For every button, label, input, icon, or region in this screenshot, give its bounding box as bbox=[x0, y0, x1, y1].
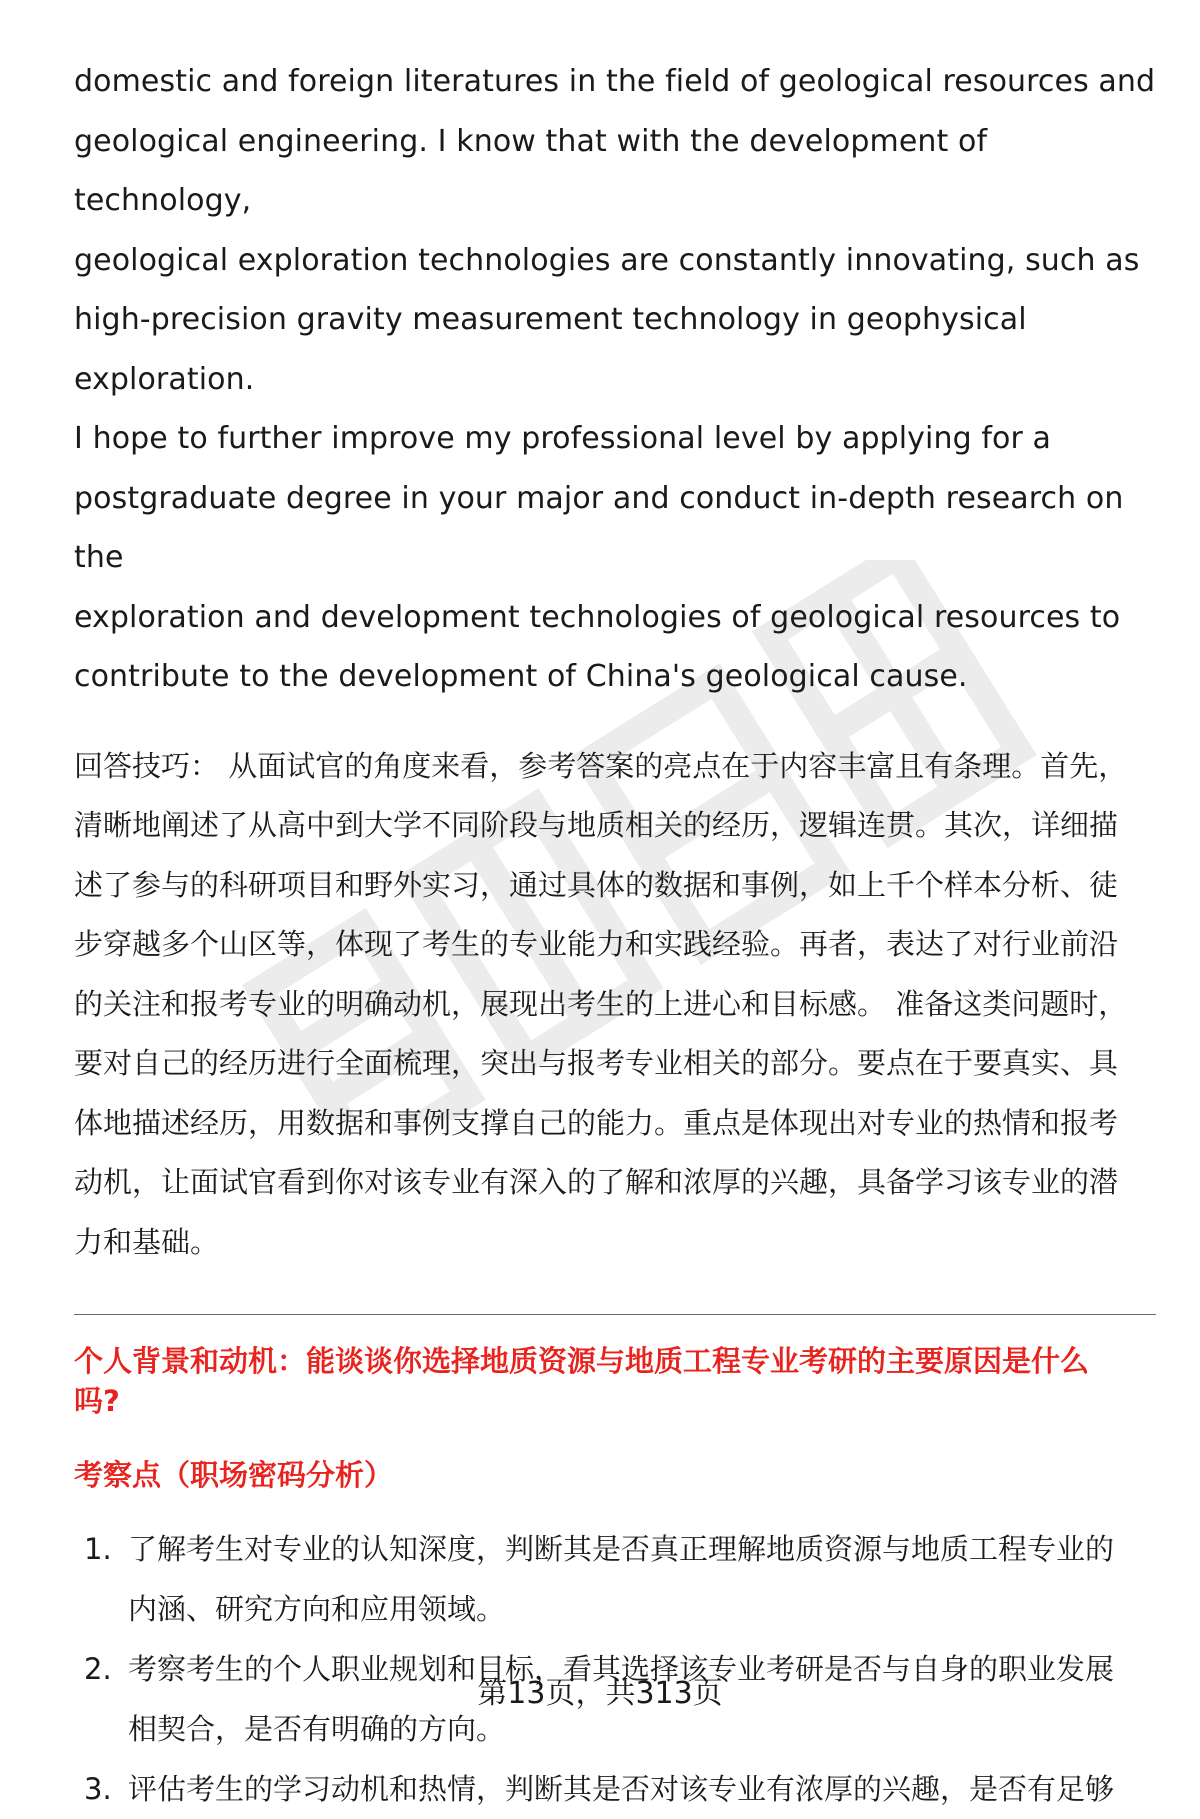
tip-line: 体地描述经历，用数据和事例支撑自己的能力。重点是体现出对专业的热情和报考 bbox=[74, 1105, 1119, 1140]
question-line: 个人背景和动机：能谈谈你选择地质资源与地质工程专业考研的主要原因是什么 bbox=[74, 1344, 1090, 1378]
answer-line: geological engineering. I know that with the development of technology, bbox=[74, 123, 988, 218]
answer-line: domestic and foreign literatures in the field of geological resources and bbox=[74, 64, 1156, 99]
answer-line: contribute to the development of China's geological cause. bbox=[74, 659, 968, 694]
list-item-number: 2. bbox=[84, 1652, 112, 1686]
tip-line: 动机，让面试官看到你对该专业有深入的了解和浓厚的兴趣，具备学习该专业的潜 bbox=[74, 1165, 1119, 1199]
assessment-points-heading: 考察点（职场密码分析） bbox=[74, 1458, 394, 1492]
tip-line: 的关注和报考专业的明确动机，展现出考生的上进心和目标感。 准备这类问题时， bbox=[74, 986, 1128, 1021]
list-item-line: 相契合，是否有明确的方向。 bbox=[128, 1712, 506, 1746]
tip-line: 述了参与的科研项目和野外实习，通过具体的数据和事例，如上千个样本分析、徒 bbox=[74, 867, 1119, 902]
tip-line: 力和基础。 bbox=[74, 1224, 220, 1259]
tip-line: 要对自己的经历进行全面梳理，突出与报考专业相关的部分。要点在于要真实、具 bbox=[74, 1046, 1119, 1080]
answer-line: exploration and development technologies of geological resources to bbox=[74, 599, 1121, 635]
page-content bbox=[74, 52, 1156, 1819]
assessment-points-list bbox=[74, 1519, 1156, 1819]
answer-line: I hope to further improve my professional level by applying for a bbox=[74, 421, 1052, 456]
question-line: 吗? bbox=[74, 1384, 120, 1418]
list-item bbox=[74, 1519, 1156, 1639]
tip-line: 回答技巧： 从面试官的角度来看，参考答案的亮点在于内容丰富且有条理。首先， bbox=[74, 748, 1128, 783]
answer-line: geological exploration technologies are constantly innovating, such as bbox=[74, 242, 1140, 278]
answer-line: high-precision gravity measurement technology in geophysical exploration. bbox=[74, 302, 1027, 397]
tip-line: 清晰地阐述了从高中到大学不同阶段与地质相关的经历，逻辑连贯。其次，详细描 bbox=[74, 808, 1119, 842]
answer-line: postgraduate degree in your major and conduct in-depth research on the bbox=[74, 480, 1124, 575]
question-heading bbox=[74, 1341, 1156, 1421]
list-item-number: 3. bbox=[84, 1772, 112, 1806]
tip-line: 步穿越多个山区等，体现了考生的专业能力和实践经验。再者，表达了对行业前沿 bbox=[74, 927, 1119, 961]
section-divider bbox=[74, 1314, 1156, 1315]
list-item bbox=[74, 1759, 1156, 1819]
list-item-number: 1. bbox=[84, 1532, 112, 1566]
list-item-line: 内涵、研究方向和应用领域。 bbox=[128, 1592, 506, 1626]
list-item-line: 评估考生的学习动机和热情，判断其是否对该专业有浓厚的兴趣，是否有足够 bbox=[128, 1772, 1115, 1806]
list-item-line: 了解考生对专业的认知深度，判断其是否真正理解地质资源与地质工程专业的 bbox=[128, 1532, 1115, 1566]
list-item-line: 考察考生的个人职业规划和目标，看其选择该专业考研是否与自身的职业发展 bbox=[128, 1652, 1115, 1686]
page-footer: 第13页，共313页 bbox=[477, 1676, 723, 1711]
answer-paragraph bbox=[74, 52, 1156, 707]
answer-tips-paragraph bbox=[74, 737, 1156, 1273]
